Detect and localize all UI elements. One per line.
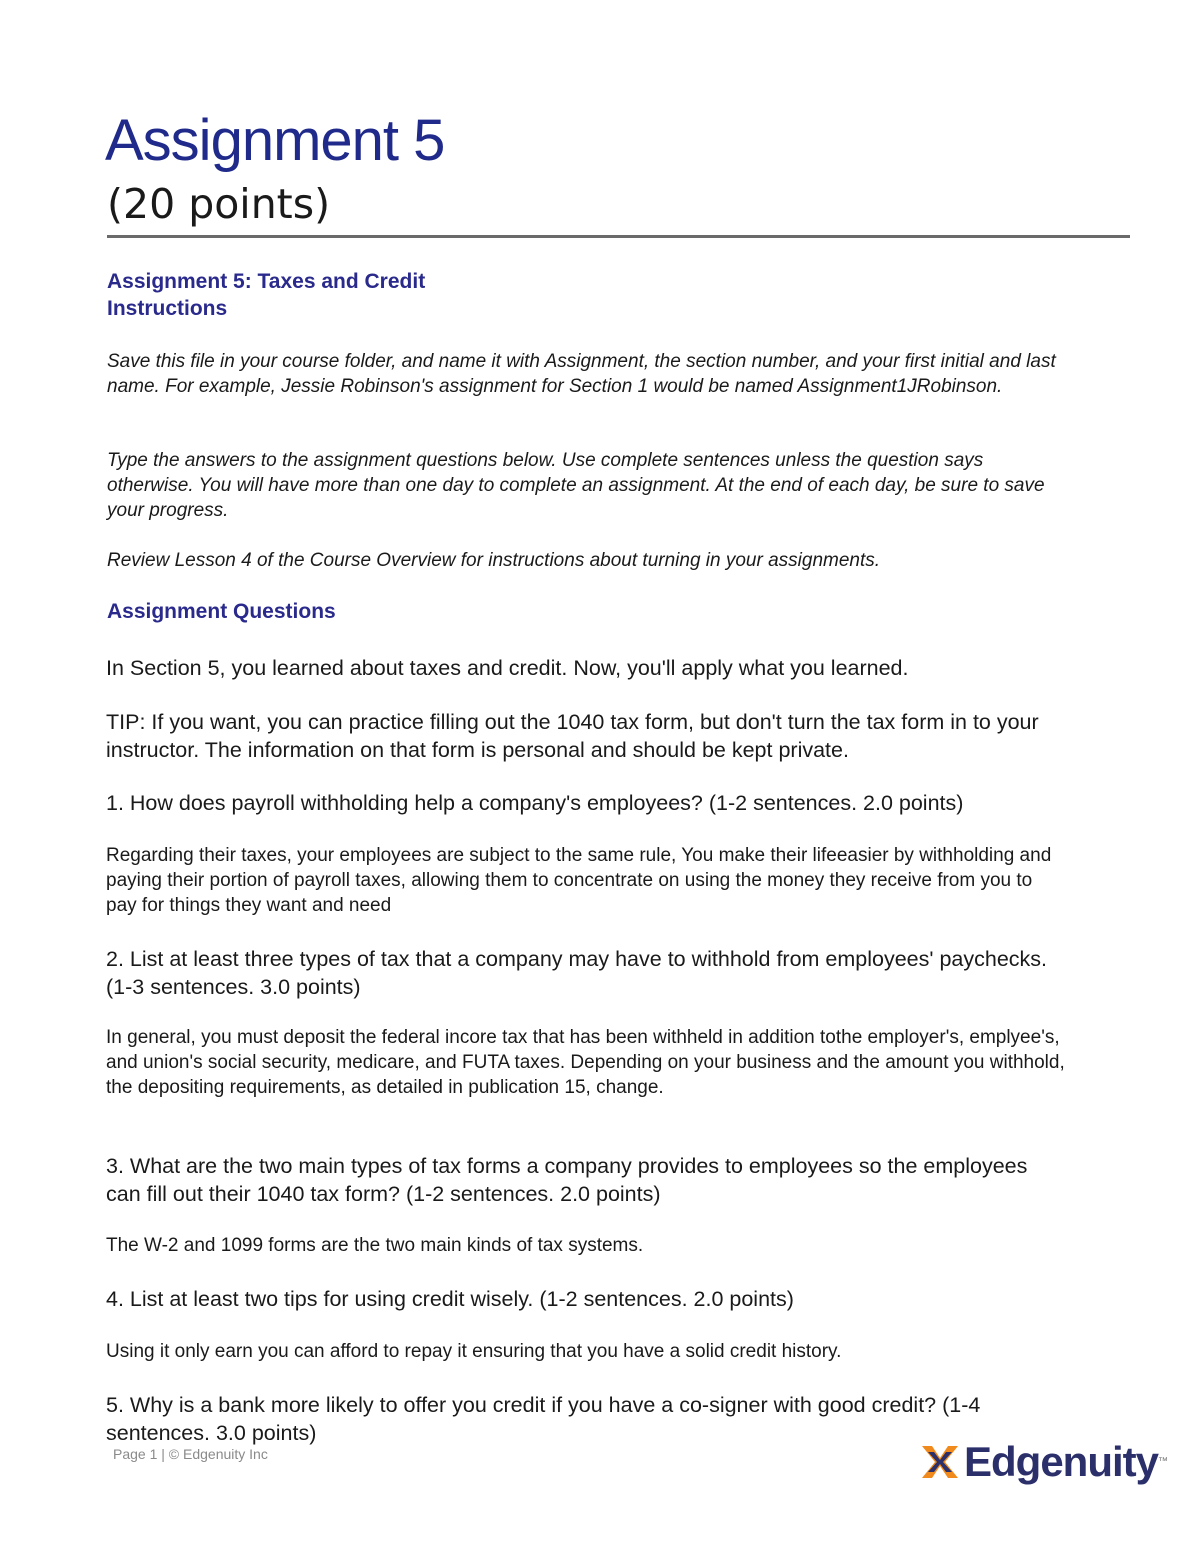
points-subtitle: (20 points): [107, 180, 331, 228]
edgenuity-x-icon: [918, 1440, 962, 1484]
answer-1: Regarding their taxes, your employees are subject to the same rule, You make their lifeeasier by withholding and paying their portion of payroll taxes, allowing them to concentrate on using the money they receive from you to pay for things they want and need: [106, 845, 1052, 916]
edgenuity-logo: [918, 1440, 1168, 1484]
section-lead: In Section 5, you learned about taxes and credit. Now, you'll apply what you learned.: [106, 656, 909, 680]
assignment-title: Assignment 5: Taxes and Credit: [107, 270, 426, 293]
question-2: 2. List at least three types of tax that a company may have to withhold from employees' paychecks. (1-3 sentences. 3.0 points): [106, 947, 1048, 999]
question-1: 1. How does payroll withholding help a company's employees? (1-2 sentences. 2.0 points): [106, 791, 964, 815]
page-title: Assignment 5: [105, 108, 445, 173]
tip-paragraph: TIP: If you want, you can practice filling out the 1040 tax form, but don't turn the tax form in to your instructor. The information on that form is personal and should be kept private.: [106, 710, 1039, 762]
questions-heading: Assignment Questions: [107, 600, 336, 623]
instructions-label: Instructions: [107, 297, 228, 320]
instructions-paragraph-3: Review Lesson 4 of the Course Overview for instructions about turning in your assignments.: [107, 550, 881, 571]
trademark-mark: ™: [1158, 1456, 1169, 1467]
answer-4: Using it only earn you can afford to repay it ensuring that you have a solid credit history.: [106, 1341, 842, 1362]
question-5: 5. Why is a bank more likely to offer you credit if you have a co-signer with good credit? (1-4 sentences. 3.0 points): [106, 1393, 981, 1445]
page-footer: Page 1 | © Edgenuity Inc: [113, 1446, 268, 1462]
instructions-paragraph-2: Type the answers to the assignment questions below. Use complete sentences unless the question says otherwise. You will have more than one day to complete an assignment. At the end of each day, be sure to save your progress.: [107, 450, 1045, 521]
answer-3: The W-2 and 1099 forms are the two main kinds of tax systems.: [106, 1235, 644, 1256]
assignment-heading-block: [107, 268, 425, 322]
question-3: 3. What are the two main types of tax forms a company provides to employees so the employees can fill out their 1040 tax form? (1-2 sentences. 2.0 points): [106, 1154, 1028, 1206]
instructions-paragraph-1: Save this file in your course folder, and name it with Assignment, the section number, and your first initial and last name. For example, Jessie Robinson's assignment for Section 1 would be named Assignment1JRobinson.: [107, 351, 1056, 397]
answer-2: In general, you must deposit the federal incore tax that has been withheld in addition tothe employer's, emplyee's, and union's social security, medicare, and FUTA taxes. Depending on your business and the amount you withhold, the depositing requirements, as detailed in publication 15, change.: [106, 1027, 1065, 1098]
question-4: 4. List at least two tips for using credit wisely. (1-2 sentences. 2.0 points): [106, 1287, 794, 1311]
logo-text: Edgenuity: [964, 1438, 1159, 1485]
title-divider: [107, 235, 1130, 238]
